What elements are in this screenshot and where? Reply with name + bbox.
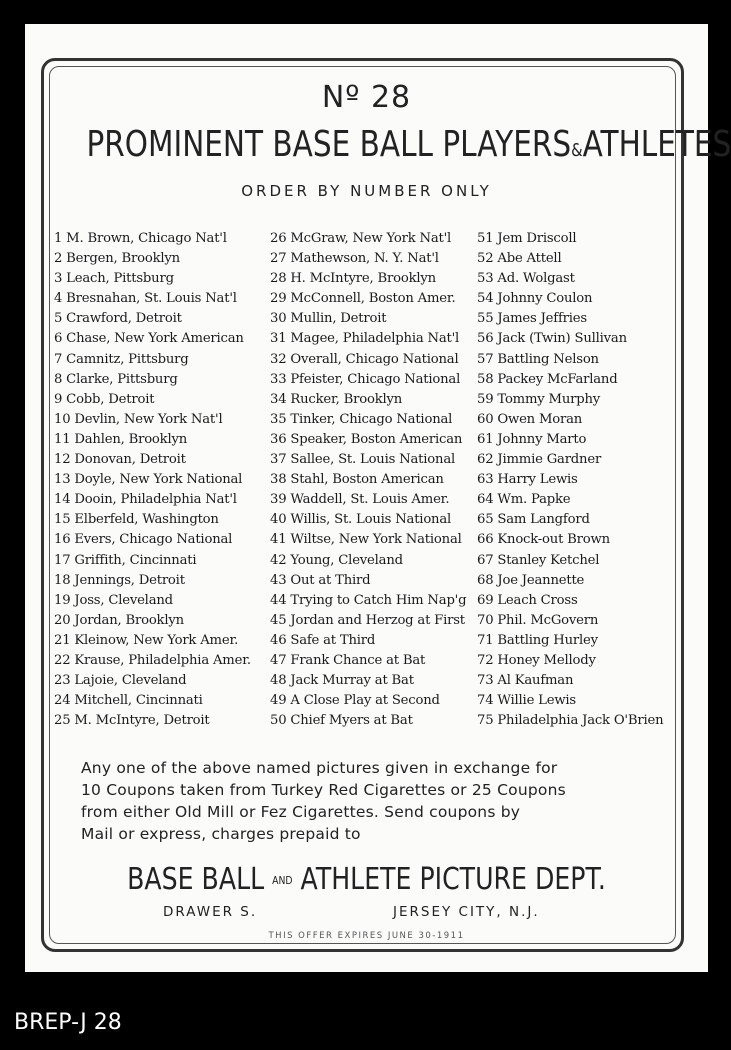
- city-address: JERSEY CITY, N.J.: [393, 904, 540, 920]
- player-item: 71 Battling Hurley: [477, 632, 598, 648]
- player-item: 60 Owen Moran: [477, 411, 583, 427]
- dept-left: BASE BALL: [127, 862, 265, 897]
- player-item: 15 Elberfeld, Washington: [54, 512, 219, 528]
- player-item: 3 Leach, Pittsburg: [54, 271, 174, 287]
- player-item: 40 Willis, St. Louis National: [270, 512, 452, 528]
- player-item: 61 Johnny Marto: [477, 431, 587, 447]
- offer-line: 10 Coupons taken from Turkey Red Cigarettes or 25 Coupons: [81, 781, 566, 799]
- player-item: 24 Mitchell, Cincinnati: [54, 693, 203, 709]
- player-item: 17 Griffith, Cincinnati: [54, 552, 197, 568]
- player-item: 52 Abe Attell: [477, 251, 562, 267]
- player-column-2: [270, 229, 466, 731]
- player-item: 14 Dooin, Philadelphia Nat'l: [54, 492, 237, 508]
- player-item: 23 Lajoie, Cleveland: [54, 673, 187, 689]
- player-column-3: [477, 229, 663, 731]
- order-note: ORDER BY NUMBER ONLY: [241, 182, 492, 200]
- image-caption: BREP-J 28: [14, 1010, 122, 1035]
- headline-amp: &: [571, 140, 583, 161]
- player-item: 68 Joe Jeannette: [477, 572, 585, 588]
- headline-main: PROMINENT BASE BALL PLAYERS: [86, 124, 572, 165]
- player-item: 47 Frank Chance at Bat: [270, 652, 426, 668]
- player-item: 41 Wiltse, New York National: [270, 532, 462, 548]
- headline-end: ATHLETES: [582, 124, 731, 165]
- player-item: 57 Battling Nelson: [477, 351, 599, 367]
- dept-right: ATHLETE PICTURE DEPT.: [300, 862, 606, 897]
- player-item: 27 Mathewson, N. Y. Nat'l: [270, 251, 439, 267]
- card-headline: [86, 124, 731, 165]
- card: [25, 24, 731, 972]
- player-item: 30 Mullin, Detroit: [270, 311, 387, 327]
- dept-heading: [80, 862, 654, 897]
- player-item: 35 Tinker, Chicago National: [270, 411, 453, 427]
- player-item: 43 Out at Third: [270, 572, 371, 588]
- player-item: 53 Ad. Wolgast: [477, 271, 575, 287]
- player-item: 63 Harry Lewis: [477, 472, 578, 488]
- player-item: 31 Magee, Philadelphia Nat'l: [270, 331, 460, 347]
- player-item: 9 Cobb, Detroit: [54, 391, 155, 407]
- player-item: 55 James Jeffries: [477, 311, 587, 327]
- player-column-1: [54, 229, 251, 731]
- player-item: 37 Sallee, St. Louis National: [270, 452, 456, 468]
- player-item: 36 Speaker, Boston American: [270, 431, 463, 447]
- player-item: 42 Young, Cleveland: [270, 552, 403, 568]
- player-item: 22 Krause, Philadelphia Amer.: [54, 652, 251, 668]
- player-item: 32 Overall, Chicago National: [270, 351, 459, 367]
- player-item: 62 Jimmie Gardner: [477, 452, 602, 468]
- player-item: 25 M. McIntyre, Detroit: [54, 713, 210, 729]
- player-item: 5 Crawford, Detroit: [54, 311, 182, 327]
- player-item: 28 H. McIntyre, Brooklyn: [270, 271, 436, 287]
- player-item: 34 Rucker, Brooklyn: [270, 391, 403, 407]
- player-item: 45 Jordan and Herzog at First: [270, 612, 465, 628]
- player-item: 4 Bresnahan, St. Louis Nat'l: [54, 291, 237, 307]
- player-item: 59 Tommy Murphy: [477, 391, 601, 407]
- player-item: 74 Willie Lewis: [477, 693, 576, 709]
- player-item: 56 Jack (Twin) Sullivan: [477, 331, 627, 347]
- offer-line: Mail or express, charges prepaid to: [81, 825, 361, 843]
- player-item: 64 Wm. Papke: [477, 492, 571, 508]
- player-item: 73 Al Kaufman: [477, 673, 574, 689]
- drawer-address: DRAWER S.: [163, 904, 258, 920]
- player-item: 44 Trying to Catch Him Nap'g: [270, 592, 467, 608]
- player-item: 67 Stanley Ketchel: [477, 552, 600, 568]
- offer-line: from either Old Mill or Fez Cigarettes. Send coupons by: [81, 803, 521, 821]
- player-item: 7 Camnitz, Pittsburg: [54, 351, 189, 367]
- player-item: 66 Knock-out Brown: [477, 532, 610, 548]
- player-item: 69 Leach Cross: [477, 592, 578, 608]
- dept-and: AND: [272, 874, 293, 887]
- player-item: 12 Donovan, Detroit: [54, 452, 186, 468]
- player-item: 72 Honey Mellody: [477, 652, 596, 668]
- player-item: 48 Jack Murray at Bat: [270, 673, 414, 689]
- player-item: 65 Sam Langford: [477, 512, 590, 528]
- player-item: 2 Bergen, Brooklyn: [54, 251, 180, 267]
- player-item: 46 Safe at Third: [270, 632, 376, 648]
- player-item: 11 Dahlen, Brooklyn: [54, 431, 188, 447]
- player-item: 49 A Close Play at Second: [270, 693, 440, 709]
- player-item: 39 Waddell, St. Louis Amer.: [270, 492, 450, 508]
- player-item: 51 Jem Driscoll: [477, 231, 577, 246]
- card-number: Nº 28: [321, 80, 412, 115]
- offer-line: Any one of the above named pictures given in exchange for: [81, 759, 558, 777]
- player-item: 38 Stahl, Boston American: [270, 472, 444, 488]
- player-item: 21 Kleinow, New York Amer.: [54, 632, 239, 648]
- offer-text: [81, 757, 651, 845]
- player-item: 18 Jennings, Detroit: [54, 572, 185, 588]
- player-item: 6 Chase, New York American: [54, 331, 244, 347]
- player-item: 54 Johnny Coulon: [477, 291, 593, 307]
- player-item: 50 Chief Myers at Bat: [270, 713, 413, 729]
- player-item: 58 Packey McFarland: [477, 371, 618, 387]
- player-item: 16 Evers, Chicago National: [54, 532, 233, 548]
- player-item: 29 McConnell, Boston Amer.: [270, 291, 456, 307]
- player-item: 19 Joss, Cleveland: [54, 592, 173, 608]
- player-item: 70 Phil. McGovern: [477, 612, 599, 628]
- offer-expiry: THIS OFFER EXPIRES JUNE 30-1911: [268, 931, 465, 941]
- player-item: 8 Clarke, Pittsburg: [54, 371, 178, 387]
- player-item: 13 Doyle, New York National: [54, 472, 243, 488]
- player-item: 26 McGraw, New York Nat'l: [270, 231, 452, 246]
- player-item: 1 M. Brown, Chicago Nat'l: [54, 231, 227, 246]
- player-item: 33 Pfeister, Chicago National: [270, 371, 461, 387]
- player-item: 20 Jordan, Brooklyn: [54, 612, 184, 628]
- player-item: 10 Devlin, New York Nat'l: [54, 411, 223, 427]
- player-item: 75 Philadelphia Jack O'Brien: [477, 713, 664, 729]
